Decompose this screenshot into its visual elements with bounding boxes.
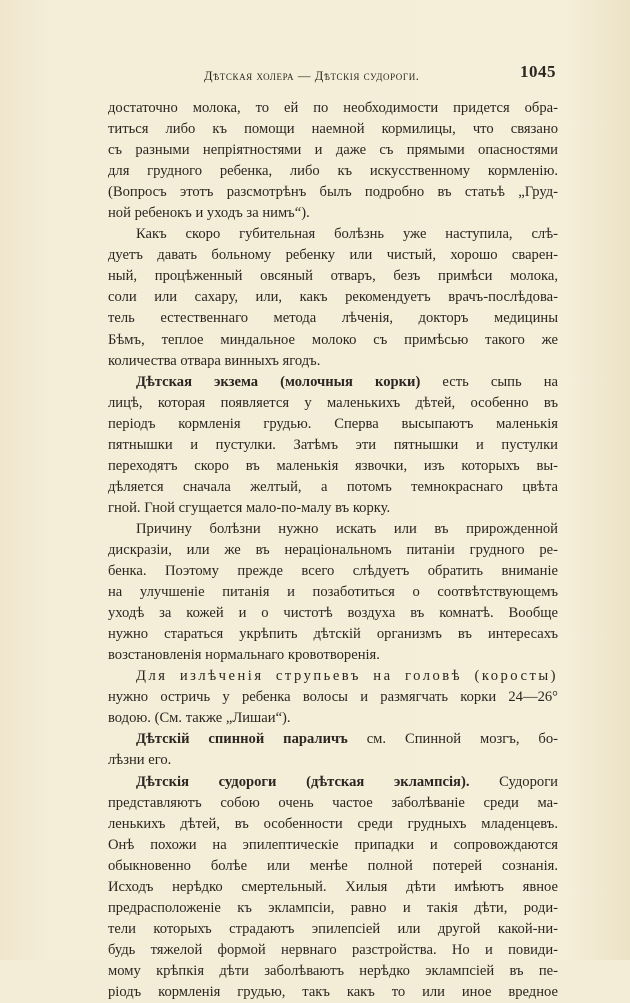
line-text: соли или сахару, или, какъ рекомендуетъ врачъ-послѣдова- bbox=[108, 289, 558, 306]
text-line bbox=[108, 835, 558, 856]
text-line bbox=[108, 919, 558, 940]
text-line bbox=[108, 308, 558, 329]
line-text: Причину болѣзни нужно искать или въ прирожденной bbox=[136, 520, 558, 537]
line-text: нужно стараться укрѣпить дѣтскій организмъ въ интересахъ bbox=[108, 626, 558, 643]
text-line bbox=[108, 982, 558, 1003]
line-text: на улучшеніе питанія и позаботиться о соотвѣтствующемъ bbox=[108, 584, 558, 601]
text-line bbox=[108, 961, 558, 982]
text-line bbox=[108, 624, 558, 645]
line-text: количества отвара винныхъ ягодъ. bbox=[108, 352, 321, 369]
line-text: дѣляется сначала желтый, а потомъ темнокраснаго цвѣта bbox=[108, 478, 558, 495]
running-head: Дѣтская холера — Дѣтскія судороги. bbox=[204, 69, 420, 83]
text-line bbox=[108, 456, 558, 477]
line-text: ріодъ кормленія грудью, такъ какъ то или иное вредное bbox=[108, 983, 558, 1000]
line-text: ный, процѣженный овсяный отваръ, безъ примѣси молока, bbox=[108, 268, 558, 285]
line-text: см. Спинной мозгъ, бо- bbox=[347, 731, 558, 748]
text-line bbox=[108, 519, 558, 540]
entry-heading: Дѣтская экзема (молочныя корки) bbox=[136, 373, 421, 390]
text-line bbox=[108, 393, 558, 414]
text-line bbox=[108, 161, 558, 182]
text-line bbox=[108, 287, 558, 308]
line-text: будь тяжелой формой нервнаго разстройства. Но и повиди- bbox=[108, 941, 558, 958]
text-line bbox=[108, 772, 558, 793]
text-line bbox=[108, 540, 558, 561]
line-text: ленькихъ дѣтей, въ особенности среди грудныхъ младенцевъ. bbox=[108, 815, 558, 832]
text-line bbox=[108, 561, 558, 582]
line-text: водою. (См. также „Лишаи“). bbox=[108, 710, 291, 727]
line-text: для грудного ребенка, либо къ искусственному кормленію. bbox=[108, 163, 558, 180]
line-text: представляютъ собою очень частое заболѣваніе среди ма- bbox=[108, 794, 558, 811]
text-line bbox=[108, 793, 558, 814]
entry-heading: Дѣтскія судороги (дѣтская эклампсія). bbox=[136, 773, 470, 790]
line-text: съ разными непріятностями и даже съ прямыми опасностями bbox=[108, 142, 558, 159]
text-line bbox=[108, 372, 558, 393]
line-text: есть сыпь на bbox=[420, 373, 558, 390]
text-line bbox=[108, 203, 558, 224]
text-line bbox=[108, 119, 558, 140]
text-line bbox=[108, 351, 558, 372]
line-text: ной ребенокъ и уходъ за нимъ“). bbox=[108, 205, 310, 222]
line-text: мому крѣпкія дѣти заболѣваютъ нерѣдко эклампсіей въ пе- bbox=[108, 962, 558, 979]
line-text: бенка. Поэтому прежде всего слѣдуетъ обратить вниманіе bbox=[108, 563, 558, 580]
line-text: пятнышки и пустулки. Затѣмъ эти пятнышки и пустулки bbox=[108, 436, 558, 453]
line-text: уходѣ за кожей и о чистотѣ воздуха въ комнатѣ. Вообще bbox=[108, 605, 558, 622]
line-text: дуетъ давать больному ребенку или чистый, хорошо сварен- bbox=[108, 247, 558, 264]
text-line bbox=[108, 708, 558, 729]
text-line bbox=[108, 140, 558, 161]
text-line bbox=[108, 266, 558, 287]
text-line bbox=[108, 435, 558, 456]
line-text: Для излѣченія струпьевъ на головѣ (коросты) bbox=[136, 668, 558, 685]
text-line bbox=[108, 729, 558, 750]
line-text: Судороги bbox=[469, 773, 558, 790]
line-text: обыкновенно болѣе или менѣе полной потерей сознанія. bbox=[108, 857, 558, 874]
body-text bbox=[108, 98, 558, 1003]
text-line bbox=[108, 414, 558, 435]
text-line bbox=[108, 814, 558, 835]
text-line bbox=[108, 245, 558, 266]
line-text: возстановленія нормальнаго кровотворенія. bbox=[108, 647, 380, 664]
text-line bbox=[108, 687, 558, 708]
text-line bbox=[108, 603, 558, 624]
text-line bbox=[108, 750, 558, 771]
text-line bbox=[108, 856, 558, 877]
text-line bbox=[108, 645, 558, 666]
text-line bbox=[108, 182, 558, 203]
text-line bbox=[108, 898, 558, 919]
line-text: лицѣ, которая появляется у маленькихъ дѣтей, особенно въ bbox=[108, 394, 558, 411]
text-line bbox=[108, 330, 558, 351]
line-text: титься либо къ помощи наемной кормилицы, что связано bbox=[108, 121, 558, 138]
line-text: нужно остричь у ребенка волосы и размягчать корки 24—26° bbox=[108, 689, 558, 706]
line-text: дискразіи, или же въ нераціональномъ питаніи грудного ре- bbox=[108, 541, 558, 558]
text-line bbox=[108, 666, 558, 687]
text-line bbox=[108, 498, 558, 519]
line-text: тель естественнаго метода лѣченія, докторъ медицины bbox=[108, 310, 558, 327]
line-text: Исходъ нерѣдко смертельный. Хилыя дѣти имѣютъ явное bbox=[108, 878, 558, 895]
line-text: періодъ кормленія грудью. Сперва высыпаютъ маленькія bbox=[108, 415, 558, 432]
line-text: Онѣ похожи на эпилептическіе припадки и сопровождаются bbox=[108, 836, 558, 853]
line-text: Какъ скоро губительная болѣзнь уже наступила, слѣ- bbox=[136, 226, 558, 243]
text-line bbox=[108, 582, 558, 603]
line-text: тели которыхъ страдаютъ эпилепсіей или другой какой-ни- bbox=[108, 920, 558, 937]
line-text: Бѣмъ, теплое миндальное молоко съ примѣсью такого же bbox=[108, 331, 558, 348]
text-line bbox=[108, 940, 558, 961]
line-text: достаточно молока, то ей по необходимости придется обра- bbox=[108, 100, 558, 116]
page-number: 1045 bbox=[520, 62, 556, 81]
text-line bbox=[108, 477, 558, 498]
line-text: лѣзни его. bbox=[108, 752, 172, 769]
text-line bbox=[108, 877, 558, 898]
line-text: предрасположеніе къ эклампсіи, равно и такія дѣти, роди- bbox=[108, 899, 558, 916]
line-text: (Вопросъ этотъ разсмотрѣнъ былъ подробно въ статьѣ „Груд- bbox=[108, 184, 558, 201]
line-text: гной. Гной сгущается мало-по-малу въ корку. bbox=[108, 499, 391, 516]
text-line bbox=[108, 98, 558, 119]
text-line bbox=[108, 224, 558, 245]
page-header bbox=[108, 62, 556, 88]
entry-heading: Дѣтскій спинной параличъ bbox=[136, 731, 348, 748]
line-text: переходятъ скоро въ маленькія язвочки, изъ которыхъ вы- bbox=[108, 457, 558, 474]
